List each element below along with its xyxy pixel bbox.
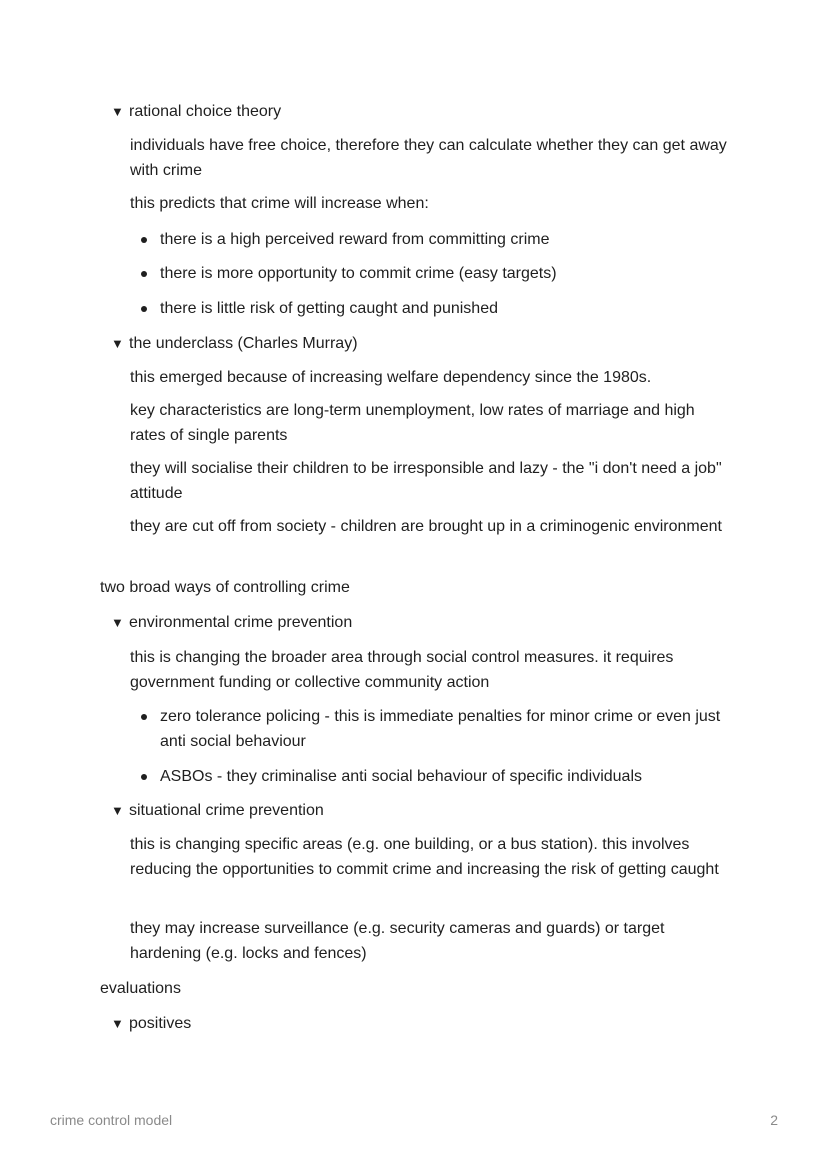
toggle-positives[interactable] [111,1011,191,1036]
list-item [141,227,731,252]
toggle-arrow-icon[interactable]: ▼ [111,104,124,119]
bullet-icon [141,774,147,780]
paragraph: they will socialise their children to be irresponsible and lazy - the "i don't need a job" attitude [130,460,722,502]
section-text: two broad ways of controlling crime [100,579,350,596]
toggle-arrow-icon[interactable]: ▼ [111,1016,124,1031]
toggle-heading: positives [129,1015,192,1032]
paragraph: this emerged because of increasing welfare dependency since the 1980s. [130,369,652,386]
toggle-situational-crime-prevention[interactable] [111,798,324,823]
toggle-environmental-crime-prevention[interactable] [111,610,352,635]
toggle-arrow-icon[interactable]: ▼ [111,336,124,351]
paragraph: this is changing specific areas (e.g. one building, or a bus station). this involves reducing the opportunities to commit crime and increasing the risk of getting caught [130,836,719,878]
toggle-heading: rational choice theory [129,103,282,120]
paragraph: key characteristics are long-term unemployment, low rates of marriage and high rates of single parents [130,402,695,444]
bullet-icon [141,714,147,720]
list-item [141,704,731,754]
list-item [141,764,731,789]
toggle-underclass[interactable] [111,331,358,356]
list-item-text: zero tolerance policing - this is immediate penalties for minor crime or even just anti social behaviour [160,708,721,750]
paragraph: this is changing the broader area through social control measures. it requires government funding or collective community action [130,649,674,691]
toggle-rational-choice-theory[interactable] [111,99,281,124]
list-item [141,261,731,286]
bullet-icon [141,271,147,277]
paragraph: this predicts that crime will increase when: [130,195,429,212]
paragraph: they may increase surveillance (e.g. security cameras and guards) or target hardening (e.g. locks and fences) [130,920,665,962]
footer-document-title: crime control model [50,1112,173,1128]
list-item-text: there is a high perceived reward from committing crime [160,231,550,248]
section-text: evaluations [100,980,181,997]
list-item-text: ASBOs - they criminalise anti social behaviour of specific individuals [160,768,642,785]
toggle-arrow-icon[interactable]: ▼ [111,615,124,630]
toggle-heading: environmental crime prevention [129,614,353,631]
paragraph: they are cut off from society - children are brought up in a criminogenic environment [130,518,722,535]
paragraph: individuals have free choice, therefore they can calculate whether they can get away with crime [130,137,727,179]
footer-page-number: 2 [770,1112,778,1128]
bullet-icon [141,306,147,312]
toggle-arrow-icon[interactable]: ▼ [111,803,124,818]
toggle-heading: the underclass (Charles Murray) [129,335,358,352]
list-item-text: there is little risk of getting caught and punished [160,300,498,317]
bullet-icon [141,237,147,243]
list-item [141,296,731,321]
list-item-text: there is more opportunity to commit crime (easy targets) [160,265,557,282]
toggle-heading: situational crime prevention [129,802,324,819]
